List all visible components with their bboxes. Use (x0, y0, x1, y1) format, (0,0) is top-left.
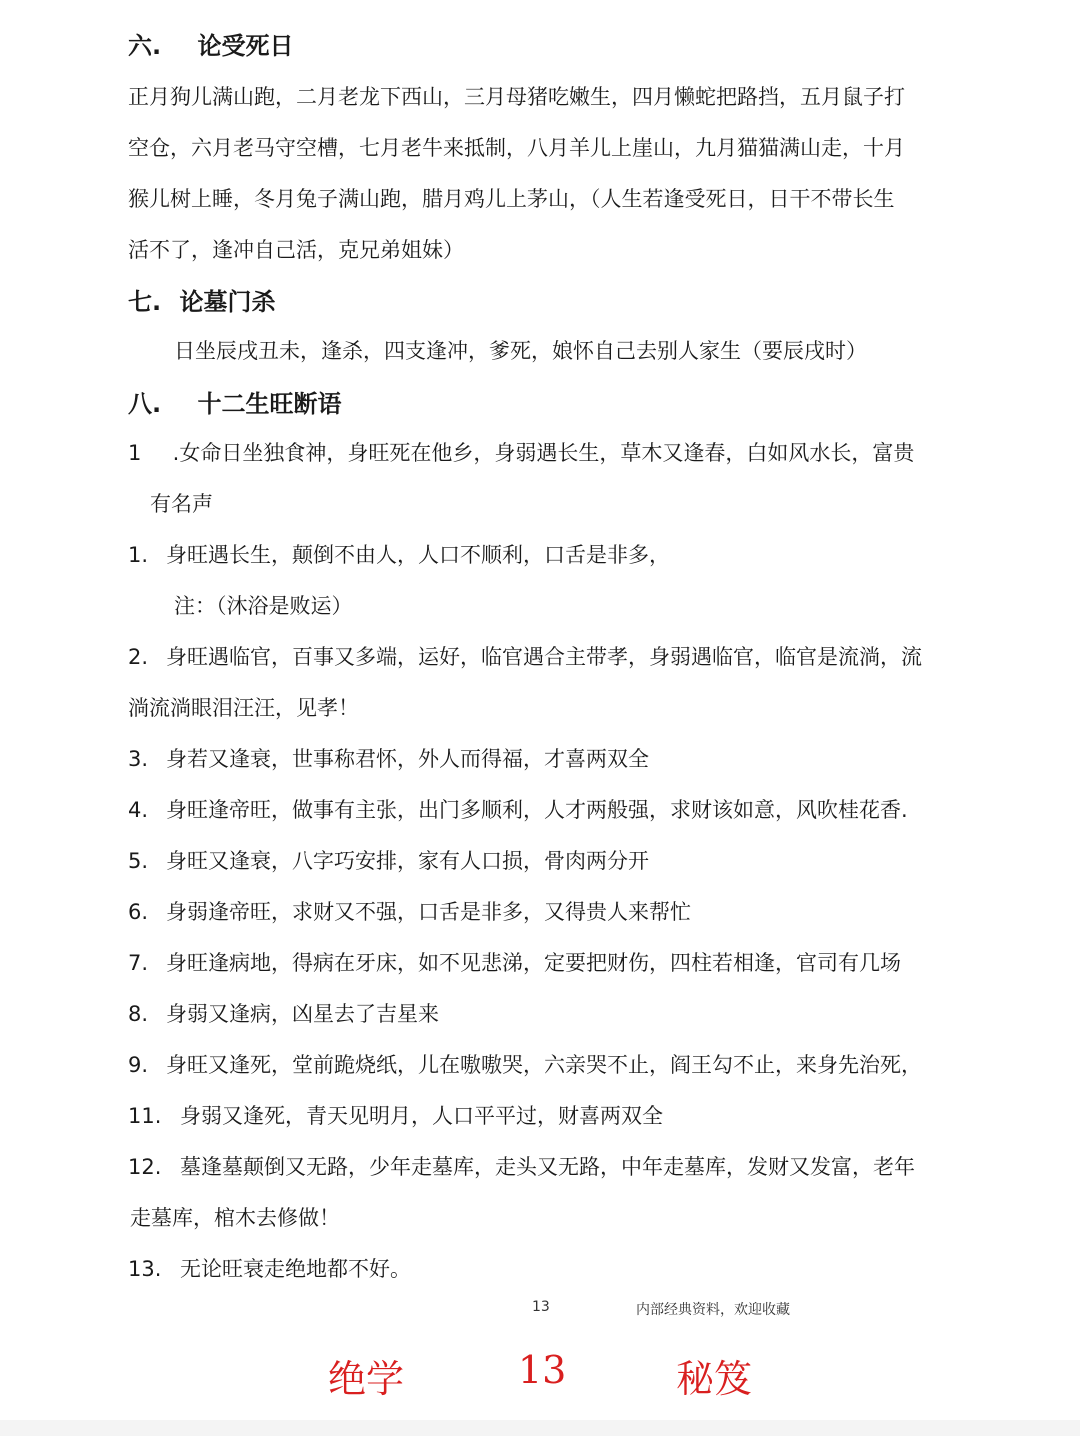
section-8-number: 八. (128, 390, 162, 418)
section-6-line: 猴儿树上睡，冬月兔子满山跑，腊月鸡儿上茅山，（人生若逢受死日，日干不带长生 (128, 187, 895, 211)
section-7-title: 论墓门杀 (179, 288, 276, 316)
list-item (128, 641, 922, 671)
list-item (128, 539, 670, 569)
list-item (128, 947, 901, 977)
section-6-line: 空仓，六月老马守空槽，七月老牛来抵制，八月羊儿上崖山，九月猫猫满山走，十月 (128, 136, 905, 160)
list-item-text: 身旺逢帝旺，做事有主张，出门多顺利，人才两般强，求财该如意，风吹桂花香. (166, 798, 908, 822)
list-item-number: 12. (128, 1155, 162, 1179)
section-6-number: 六. (128, 32, 162, 60)
list-item-number: 6. (128, 900, 149, 924)
list-item-continuation: 走墓库，棺木去修做！ (130, 1206, 340, 1230)
list-item-number: 13. (128, 1257, 162, 1281)
list-item (128, 998, 439, 1028)
section-6-line: 活不了，逢冲自己活，克兄弟姐妹） (128, 238, 464, 262)
footer-red-page-number: 13 (518, 1348, 567, 1392)
list-item-text: 身弱逢帝旺，求财又不强，口舌是非多，又得贵人来帮忙 (166, 900, 691, 924)
footer-note: 内部经典资料，欢迎收藏 (636, 1302, 790, 1318)
list-item-continuation: 有名声 (150, 492, 213, 516)
list-item (128, 1253, 411, 1283)
list-item-text: 身旺又逢死，堂前跪烧纸，儿在嗷嗷哭，六亲哭不止，阎王勾不止，来身先治死， (166, 1053, 922, 1077)
footer-red-left: 绝学 (328, 1357, 405, 1401)
list-item-number: 9. (128, 1053, 149, 1077)
list-item-text: 墓逢墓颠倒又无路，少年走墓库，走头又无路，中年走墓库，发财又发富，老年 (180, 1155, 915, 1179)
section-6-line: 正月狗儿满山跑，二月老龙下西山，三月母猪吃嫩生，四月懒蛇把路挡，五月鼠子打 (128, 85, 905, 109)
section-8-title: 十二生旺断语 (197, 390, 342, 418)
section-6-heading (128, 26, 293, 61)
footer-red-right: 秘笈 (676, 1357, 753, 1401)
list-item-number: 3. (128, 747, 149, 771)
list-item-number: 2. (128, 645, 149, 669)
list-item-text: 身弱又逢死，青天见明月，人口平平过，财喜两双全 (180, 1104, 663, 1128)
list-item-note: 注：（沐浴是败运） (174, 594, 353, 618)
list-item (128, 896, 691, 926)
bottom-strip (0, 1420, 1080, 1436)
list-item-number: 1. (128, 543, 149, 567)
list-item-text: 身若又逢衰，世事称君怀，外人而得福，才喜两双全 (166, 747, 649, 771)
list-item-number: 7. (128, 951, 149, 975)
section-7-heading (128, 282, 275, 317)
list-item (128, 743, 649, 773)
list-item-number: 11. (128, 1104, 162, 1128)
list-item-text: 身旺遇临官，百事又多端，运好，临官遇合主带孝，身弱遇临官，临官是流淌，流 (166, 645, 922, 669)
list-item (128, 794, 908, 824)
section-6-title: 论受死日 (197, 32, 294, 60)
list-item-text: 无论旺衰走绝地都不好。 (180, 1257, 411, 1281)
list-item-text: 身旺遇长生，颠倒不由人，人口不顺利，口舌是非多， (166, 543, 670, 567)
page-number: 13 (532, 1299, 550, 1315)
list-item-number: 5. (128, 849, 149, 873)
list-item-text: 身旺又逢衰，八字巧安排，家有人口损，骨肉两分开 (166, 849, 649, 873)
list-item-text: .女命日坐独食神，身旺死在他乡，身弱遇长生，草木又逢春，白如风水长，富贵 (166, 441, 915, 465)
section-8-heading (128, 384, 341, 419)
list-item (128, 437, 914, 467)
list-item-number: 8. (128, 1002, 149, 1026)
list-item (128, 1151, 915, 1181)
list-item (128, 1049, 922, 1079)
list-item-number: 1 (128, 441, 142, 465)
list-item-number: 4. (128, 798, 149, 822)
section-7-line: 日坐辰戌丑未，逢杀，四支逢冲，爹死，娘怀自己去别人家生（要辰戌时） (174, 339, 867, 363)
list-item (128, 845, 649, 875)
list-item-text: 身旺逢病地，得病在牙床，如不见悲涕，定要把财伤，四柱若相逢，官司有几场 (166, 951, 901, 975)
list-item-continuation: 淌流淌眼泪汪汪，见孝！ (128, 696, 359, 720)
list-item (128, 1100, 663, 1130)
list-item-text: 身弱又逢病，凶星去了吉星来 (166, 1002, 439, 1026)
section-7-number: 七. (128, 288, 162, 316)
